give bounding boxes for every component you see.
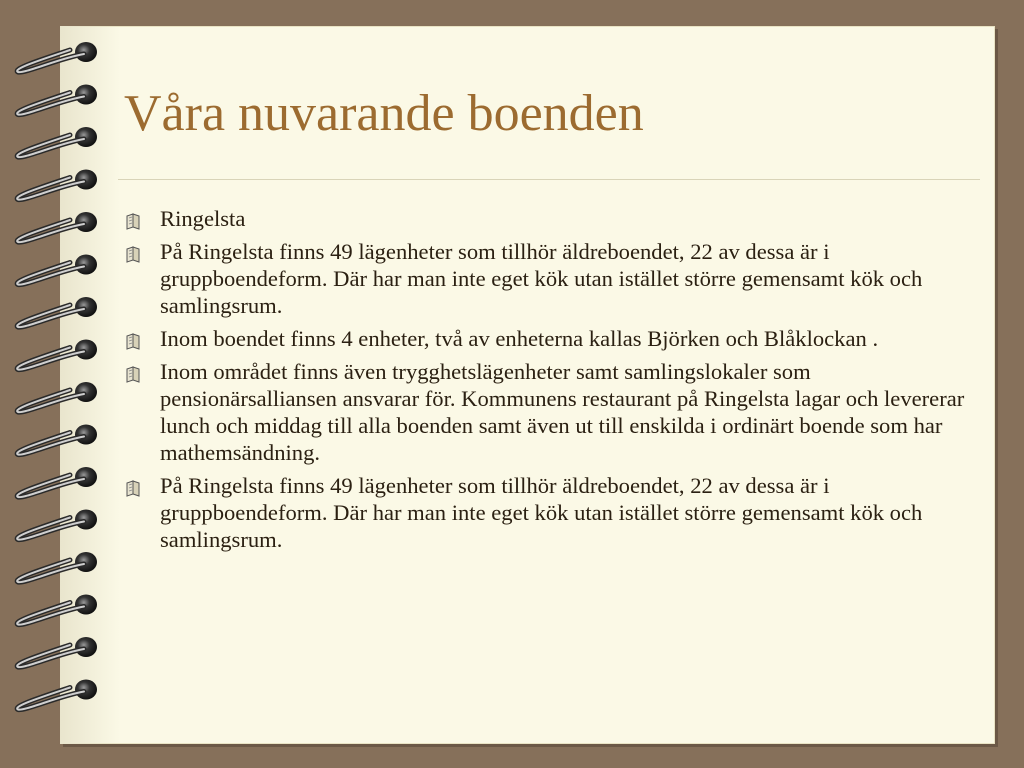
open-book-icon [124, 331, 144, 351]
bullet-item [124, 238, 974, 319]
bullet-text: Inom området finns även trygghetslägenheter samt samlingslokaler som pensionärsalliansen ansvarar för. Kommunens restaurant på Ringelsta lagar och levererar lunch och middag till alla boenden samt även ut till enskilda i ordinärt boende som har mathemsändning. [160, 359, 965, 465]
binding-hole [75, 425, 97, 445]
binding-hole [75, 552, 97, 572]
binding-hole [75, 85, 97, 105]
binding-hole [75, 127, 97, 147]
bullet-item [124, 472, 974, 553]
binding-hole [75, 170, 97, 190]
binding-hole [75, 255, 97, 275]
binding-ring [17, 475, 84, 497]
binding-ring [17, 263, 84, 285]
binding-ring [17, 518, 84, 540]
bullet-item [124, 358, 974, 466]
binding-ring [17, 688, 84, 710]
open-book-icon [124, 364, 144, 384]
bullet-text: På Ringelsta finns 49 lägenheter som tillhör äldreboendet, 22 av dessa är i gruppboendeform. Där har man inte eget kök utan istället större gemensamt kök och samlingsrum. [160, 473, 923, 552]
bullet-list [124, 205, 974, 559]
bullet-text: På Ringelsta finns 49 lägenheter som tillhör äldreboendet, 22 av dessa är i gruppboendeform. Där har man inte eget kök utan istället större gemensamt kök och samlingsrum. [160, 239, 923, 318]
binding-ring [17, 220, 84, 242]
binding-ring [17, 560, 84, 582]
bullet-item [124, 325, 974, 352]
binding-ring [17, 348, 84, 370]
title-divider [118, 179, 980, 180]
bullet-text: Inom boendet finns 4 enheter, två av enheterna kallas Björken och Blåklockan . [160, 326, 879, 351]
binding-ring [17, 135, 84, 157]
open-book-icon [124, 478, 144, 498]
binding-hole [75, 467, 97, 487]
binding-ring [17, 93, 84, 115]
binding-hole [75, 637, 97, 657]
binding-ring [17, 305, 84, 327]
binding-hole [75, 595, 97, 615]
bullet-item [124, 205, 974, 232]
binding-hole [75, 297, 97, 317]
slide-title: Våra nuvarande boenden [124, 85, 644, 142]
binding-ring [17, 390, 84, 412]
binding-hole [75, 680, 97, 700]
binding-hole [75, 42, 97, 62]
binding-ring [17, 50, 84, 72]
binding-hole [75, 510, 97, 530]
binding-hole [75, 212, 97, 232]
binding-ring [17, 645, 84, 667]
open-book-icon [124, 244, 144, 264]
binding-ring [17, 433, 84, 455]
binding-ring [17, 603, 84, 625]
binding-ring [17, 178, 84, 200]
binding-hole [75, 382, 97, 402]
open-book-icon [124, 211, 144, 231]
spiral-binding [0, 0, 120, 768]
bullet-text: Ringelsta [160, 206, 246, 231]
binding-hole [75, 340, 97, 360]
